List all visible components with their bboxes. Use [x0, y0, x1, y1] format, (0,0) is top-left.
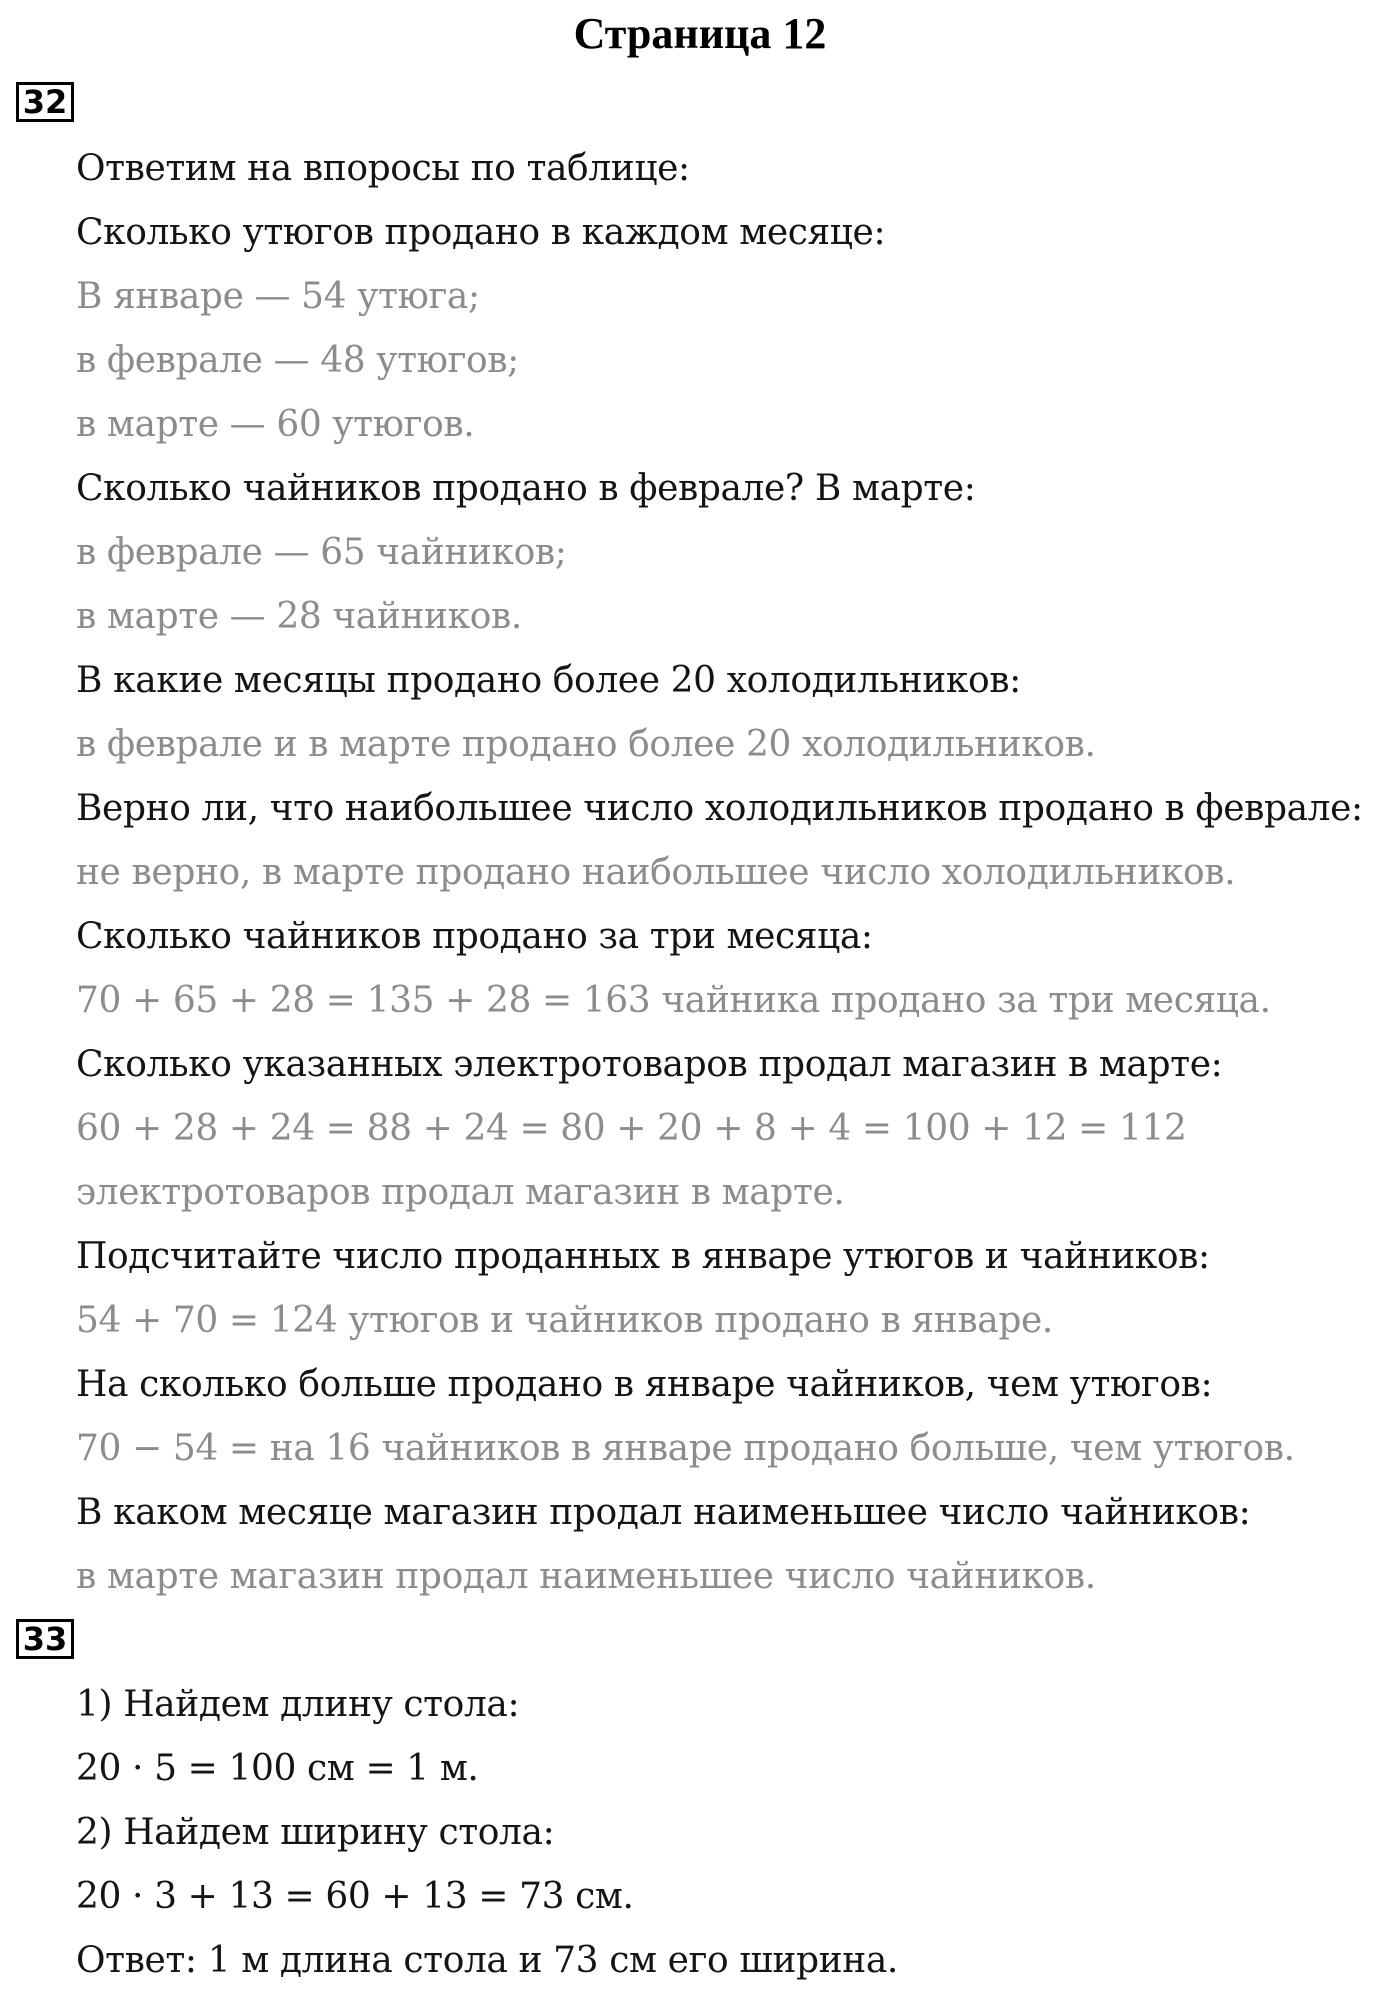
question-line: 20 · 5 = 100 см = 1 м. [76, 1748, 479, 1789]
answer-line: в феврале — 48 утюгов; [76, 340, 519, 381]
answer-line: в феврале — 65 чайников; [76, 532, 567, 573]
answer-line: В январе — 54 утюга; [76, 276, 480, 317]
task-number-33: 33 [16, 1619, 74, 1659]
question-line: Сколько чайников продано за три месяца: [76, 916, 873, 957]
question-line: 20 · 3 + 13 = 60 + 13 = 73 см. [76, 1876, 634, 1917]
question-line: Подсчитайте число проданных в январе утюгов и чайников: [76, 1236, 1210, 1277]
question-line: Верно ли, что наибольшее число холодильников продано в феврале: [76, 788, 1363, 829]
question-line: Сколько утюгов продано в каждом месяце: [76, 212, 886, 253]
answer-line: 70 + 65 + 28 = 135 + 28 = 163 чайника продано за три месяца. [76, 980, 1271, 1021]
question-line: Ответим на впоросы по таблице: [76, 148, 690, 189]
task-number-32: 32 [16, 82, 74, 122]
answer-line: в марте магазин продал наименьшее число чайников. [76, 1556, 1096, 1597]
question-line: Сколько указанных электротоваров продал магазин в марте: [76, 1044, 1223, 1085]
question-line: Ответ: 1 м длина стола и 73 см его ширина. [76, 1940, 898, 1981]
question-line: 2) Найдем ширину стола: [76, 1812, 555, 1853]
question-line: На сколько больше продано в январе чайников, чем утюгов: [76, 1364, 1213, 1405]
answer-line: электротоваров продал магазин в марте. [76, 1172, 845, 1213]
answer-line: 54 + 70 = 124 утюгов и чайников продано в январе. [76, 1300, 1053, 1341]
page-title: Страница 12 [573, 9, 827, 58]
answer-line: 60 + 28 + 24 = 88 + 24 = 80 + 20 + 8 + 4 = 100 + 12 = 112 [76, 1108, 1187, 1149]
question-line: В каком месяце магазин продал наименьшее число чайников: [76, 1492, 1251, 1533]
answer-line: не верно, в марте продано наибольшее число холодильников. [76, 852, 1236, 893]
question-line: 1) Найдем длину стола: [76, 1684, 520, 1725]
task-32-solution [76, 137, 1376, 1609]
task-33-solution [76, 1673, 1376, 1993]
question-line: В какие месяцы продано более 20 холодильников: [76, 660, 1021, 701]
question-line: Сколько чайников продано в феврале? В марте: [76, 468, 976, 509]
answer-line: в феврале и в марте продано более 20 холодильников. [76, 724, 1096, 765]
answer-line: 70 − 54 = на 16 чайников в январе продано больше, чем утюгов. [76, 1428, 1295, 1469]
answer-line: в марте — 60 утюгов. [76, 404, 475, 445]
answer-line: в марте — 28 чайников. [76, 596, 522, 637]
